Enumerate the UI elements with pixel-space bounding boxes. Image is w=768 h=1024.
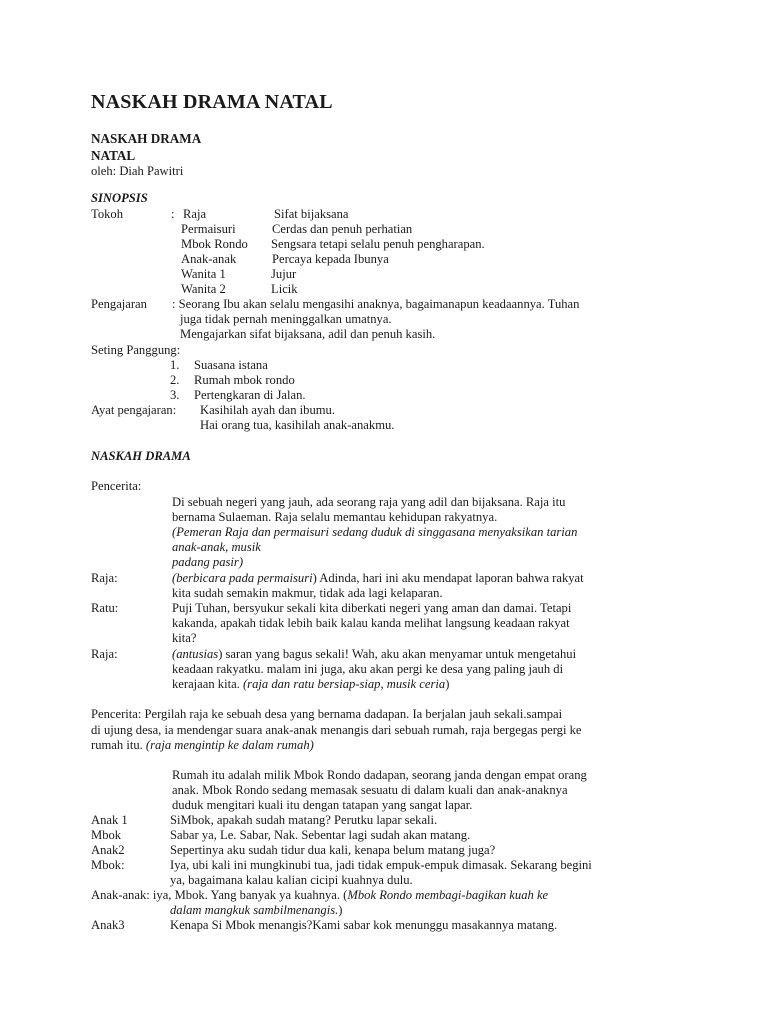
ayat-line-1: Kasihilah ayah dan ibumu.: [200, 403, 336, 417]
narration-line: [91, 738, 314, 753]
pengajaran-line-3: Mengajarkan sifat bijaksana, adil dan penuh kasih.: [180, 327, 436, 341]
character-trait: Sengsara tetapi selalu penuh pengharapan.: [271, 237, 485, 251]
speaker-mbok: Mbok: [91, 828, 122, 842]
narration-line: Pencerita: Pergilah raja ke sebuah desa yang bernama dadapan. Ia berjalan jauh sekali.sampai: [91, 707, 563, 721]
seting-item-number: 3.: [170, 388, 180, 402]
character-name: Anak-anak: [181, 252, 237, 266]
speaker-anak-2: Anak2: [91, 843, 125, 857]
dialogue-line: kita?: [172, 631, 197, 645]
seting-item-number: 2.: [170, 373, 180, 387]
dialogue-line: ya, bagaimana kalau kalian cicipi kuahnya dulu.: [170, 873, 413, 887]
dialogue-line: Kenapa Si Mbok menangis?Kami sabar kok menunggu masakannya matang.: [170, 918, 558, 932]
dialogue-line: Puji Tuhan, bersyukur sekali kita diberkati negeri yang aman dan damai. Tetapi: [172, 601, 572, 615]
dialogue-text: ): [338, 903, 343, 917]
sinopsis-heading: SINOPSIS: [91, 191, 148, 205]
pengajaran-line-1: : Seorang Ibu akan selalu mengasihi anaknya, bagaimanapun keadaannya. Tuhan: [172, 297, 580, 311]
naskah-drama-heading: NASKAH DRAMA: [91, 449, 191, 463]
dialogue-line: [170, 903, 342, 918]
narration-line: Di sebuah negeri yang jauh, ada seorang raja yang adil dan bijaksana. Raja itu: [172, 495, 566, 509]
stage-direction: anak-anak, musik: [172, 540, 261, 554]
author-line: oleh: Diah Pawitri: [91, 164, 184, 178]
ayat-line-2: Hai orang tua, kasihilah anak-anakmu.: [200, 418, 395, 432]
character-trait: Cerdas dan penuh perhatian: [272, 222, 413, 236]
character-name: Raja: [183, 207, 207, 221]
dialogue-text: ) Adinda, hari ini aku mendapat laporan bahwa rakyat: [312, 571, 584, 585]
dialogue-line: Sabar ya, Le. Sabar, Nak. Sebentar lagi sudah akan matang.: [170, 828, 471, 842]
narration-line: bernama Sulaeman. Raja selalu memantau kehidupan rakyatnya.: [172, 510, 498, 524]
seting-item-text: Suasana istana: [194, 358, 268, 372]
stage-direction: (antusias: [172, 647, 219, 661]
seting-item-text: Rumah mbok rondo: [194, 373, 295, 387]
heading-line-2: NATAL: [91, 148, 136, 163]
narration-line: Rumah itu adalah milik Mbok Rondo dadapan, seorang janda dengan empat orang: [172, 768, 587, 782]
speaker-raja: Raja:: [91, 571, 118, 585]
narration-line: di ujung desa, ia mendengar suara anak-anak menangis dari sebuah rumah, raja bergegas pergi ke: [91, 723, 582, 737]
pengajaran-label: Pengajaran: [91, 297, 147, 311]
tokoh-label: Tokoh: [91, 207, 124, 221]
speaker-raja: Raja:: [91, 647, 118, 661]
character-name: Wanita 1: [181, 267, 226, 281]
dialogue-line: Sepertinya aku sudah tidur dua kali, kenapa belum matang juga?: [170, 843, 496, 857]
speaker-pencerita: Pencerita:: [91, 479, 142, 493]
stage-direction: (Pemeran Raja dan permaisuri sedang duduk di singgasana menyaksikan tarian: [172, 525, 578, 539]
character-trait: Percaya kepada Ibunya: [272, 252, 389, 266]
speaker-anak-1: Anak 1: [91, 813, 128, 827]
tokoh-colon: :: [171, 207, 175, 221]
narration-text: rumah itu.: [91, 738, 146, 752]
character-name: Wanita 2: [181, 282, 226, 296]
dialogue-line: keadaan rakyatku. malam ini juga, aku akan pergi ke desa yang paling jauh di: [172, 662, 564, 676]
seting-label: Seting Panggung:: [91, 343, 181, 357]
dialogue-text: ) saran yang bagus sekali! Wah, aku akan menyamar untuk mengetahui: [218, 647, 577, 661]
character-name: Mbok Rondo: [181, 237, 248, 251]
stage-direction: (raja mengintip ke dalam rumah): [145, 738, 314, 752]
dialogue-text: Anak-anak: iya, Mbok. Yang banyak ya kuahnya. (: [91, 888, 348, 902]
speaker-anak-3: Anak3: [91, 918, 125, 932]
dialogue-line: [172, 677, 449, 692]
dialogue-line: SiMbok, apakah sudah matang? Perutku lapar sekali.: [170, 813, 438, 827]
dialogue-line: [172, 571, 584, 586]
ayat-label: Ayat pengajaran:: [91, 403, 177, 417]
character-name: Permaisuri: [181, 222, 236, 236]
narration-line: anak. Mbok Rondo sedang memasak sesuatu di dalam kuali dan anak-anaknya: [172, 783, 568, 797]
stage-direction: dalam mangkuk sambilmenangis.: [170, 903, 339, 917]
seting-item-text: Pertengkaran di Jalan.: [194, 388, 306, 402]
dialogue-line: Iya, ubi kali ini mungkinubi tua, jadi tidak empuk-empuk dimasak. Sekarang begini: [170, 858, 592, 872]
speaker-ratu: Ratu:: [91, 601, 119, 615]
stage-direction: Mbok Rondo membagi-bagikan kuah ke: [347, 888, 549, 902]
dialogue-text: ): [445, 677, 450, 691]
heading-line-1: NASKAH DRAMA: [91, 131, 202, 146]
seting-item-number: 1.: [170, 358, 180, 372]
dialogue-line: kita sudah semakin makmur, tidak ada lagi kelaparan.: [172, 586, 443, 600]
dialogue-line: kakanda, apakah tidak lebih baik kalau kanda melihat langsung keadaan rakyat: [172, 616, 570, 630]
character-trait: Licik: [271, 282, 298, 296]
document-title: NASKAH DRAMA NATAL: [91, 91, 333, 113]
stage-direction: padang pasir): [172, 555, 244, 569]
stage-direction: (raja dan ratu bersiap-siap, musik ceria: [242, 677, 446, 691]
character-trait: Sifat bijaksana: [274, 207, 349, 221]
character-trait: Jujur: [271, 267, 297, 281]
pengajaran-line-2: juga tidak pernah meninggalkan umatnya.: [180, 312, 392, 326]
speaker-mbok: Mbok:: [91, 858, 125, 872]
dialogue-line: [91, 888, 548, 903]
dialogue-line: [172, 647, 576, 662]
dialogue-text: kerajaan kita.: [172, 677, 243, 691]
stage-direction: (berbicara pada permaisuri: [172, 571, 313, 585]
narration-line: duduk mengitari kuali itu dengan tatapan yang sangat lapar.: [172, 798, 473, 812]
